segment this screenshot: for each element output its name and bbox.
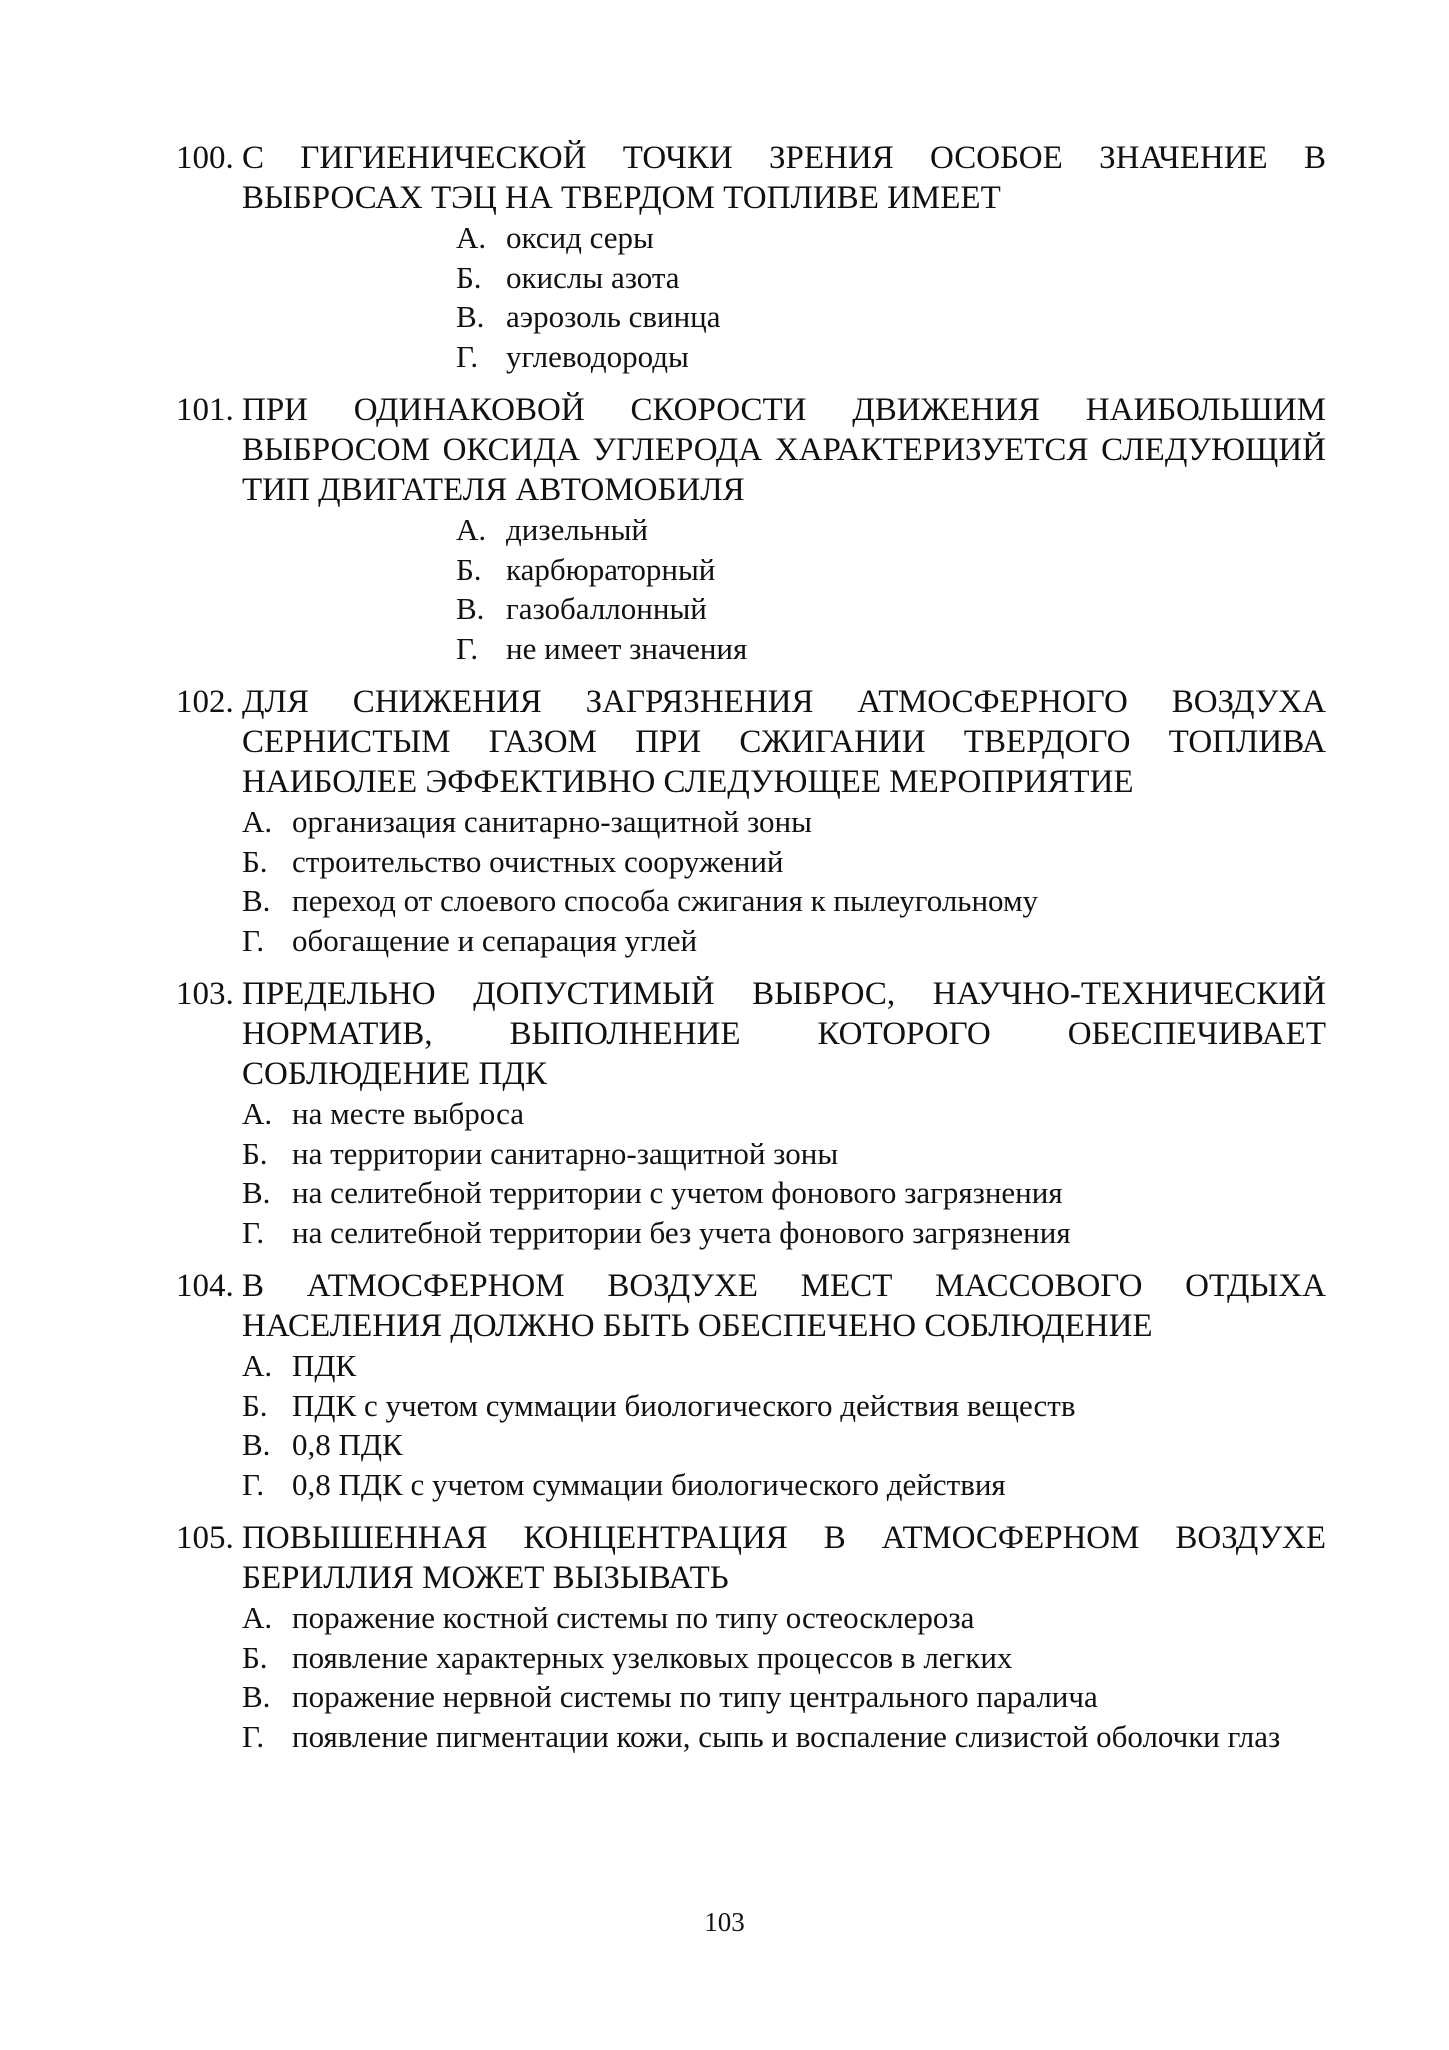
answer-letter: В. — [242, 1679, 271, 1714]
answer-text: 0,8 ПДК с учетом суммации биологического действия — [292, 1466, 1006, 1502]
question-number: 103. — [176, 976, 234, 1012]
answer-option — [242, 1094, 1326, 1134]
answer-option — [242, 1677, 1326, 1717]
answer-letter: Б. — [456, 259, 482, 295]
answer-option — [242, 1598, 1326, 1638]
answer-text: переход от слоевого способа сжигания к пылеугольному — [292, 883, 1039, 918]
page-number: 103 — [704, 1907, 745, 1937]
answer-letter: В. — [242, 1175, 271, 1210]
answer-text: аэрозоль свинца — [506, 299, 721, 334]
answer-letter: Г. — [242, 922, 265, 958]
answer-text: газобаллонный — [506, 591, 707, 626]
answer-list — [456, 218, 1326, 376]
answer-option — [242, 1425, 1326, 1465]
answer-letter: Г. — [456, 338, 479, 374]
answer-option — [242, 881, 1326, 921]
answer-text: дизельный — [506, 512, 648, 547]
answer-option — [456, 510, 1326, 550]
question-number: 104. — [176, 1268, 234, 1304]
answer-option — [242, 1213, 1326, 1253]
answer-text: обогащение и сепарация углей — [292, 922, 698, 958]
answer-letter: В. — [456, 591, 485, 626]
question-text: ПРЕДЕЛЬНО ДОПУСТИМЫЙ ВЫБРОС, НАУЧНО-ТЕХНИЧЕСКИЙ НОРМАТИВ, ВЫПОЛНЕНИЕ КОТОРОГО ОБЕСПЕЧИВАЕТ СОБЛЮДЕНИЕ ПДК — [242, 976, 1326, 1092]
answer-letter: А. — [242, 1096, 273, 1131]
answer-text: поражение костной системы по типу остеосклероза — [292, 1600, 975, 1635]
question-101 — [176, 390, 1326, 668]
answer-text: организация санитарно-защитной зоны — [292, 804, 812, 839]
question-number: 100. — [176, 140, 234, 176]
answer-text: ПДК с учетом суммации биологического действия веществ — [292, 1387, 1076, 1423]
answer-letter: А. — [456, 512, 487, 547]
answer-text: появление характерных узелковых процессов в легких — [292, 1639, 1013, 1675]
question-text: ПРИ ОДИНАКОВОЙ СКОРОСТИ ДВИЖЕНИЯ НАИБОЛЬШИМ ВЫБРОСОМ ОКСИДА УГЛЕРОДА ХАРАКТЕРИЗУЕТСЯ СЛЕДУЮЩИЙ ТИП ДВИГАТЕЛЯ АВТОМОБИЛЯ — [242, 392, 1326, 508]
answer-letter: Г. — [456, 630, 479, 666]
answer-option — [456, 550, 1326, 590]
answer-letter: Б. — [456, 551, 482, 587]
answer-text: ПДК — [292, 1348, 357, 1383]
answer-option — [242, 842, 1326, 882]
answer-text: углеводороды — [506, 338, 689, 374]
answer-letter: В. — [242, 1427, 271, 1462]
answer-option — [242, 1134, 1326, 1174]
question-text: В АТМОСФЕРНОМ ВОЗДУХЕ МЕСТ МАССОВОГО ОТДЫХА НАСЕЛЕНИЯ ДОЛЖНО БЫТЬ ОБЕСПЕЧЕНО СОБЛЮДЕНИЕ — [242, 1268, 1326, 1344]
question-103 — [176, 974, 1326, 1252]
question-number: 102. — [176, 684, 234, 720]
answer-option — [456, 337, 1326, 377]
answer-text: не имеет значения — [506, 630, 748, 666]
answer-option — [456, 258, 1326, 298]
answer-option — [242, 1173, 1326, 1213]
answer-letter: Г. — [242, 1466, 265, 1502]
answer-letter: В. — [456, 299, 485, 334]
answer-letter: А. — [456, 220, 487, 255]
answer-option — [456, 629, 1326, 669]
question-text: ДЛЯ СНИЖЕНИЯ ЗАГРЯЗНЕНИЯ АТМОСФЕРНОГО ВОЗДУХА СЕРНИСТЫМ ГАЗОМ ПРИ СЖИГАНИИ ТВЕРДОГО ТОПЛИВА НАИБОЛЕЕ ЭФФЕКТИВНО СЛЕДУЮЩЕЕ МЕРОПРИЯТИЕ — [242, 684, 1326, 800]
answer-letter: Б. — [242, 1387, 268, 1423]
answer-letter: Б. — [242, 1639, 268, 1675]
answer-option — [242, 921, 1326, 961]
answer-option — [242, 1717, 1326, 1757]
answer-letter: Б. — [242, 843, 268, 879]
answer-letter: Г. — [242, 1718, 265, 1754]
answer-text: строительство очистных сооружений — [292, 843, 784, 879]
answer-option — [242, 1386, 1326, 1426]
answer-list — [242, 802, 1326, 960]
question-102 — [176, 682, 1326, 960]
answer-option — [456, 297, 1326, 337]
answer-letter: В. — [242, 883, 271, 918]
answer-list — [242, 1094, 1326, 1252]
answer-text: появление пигментации кожи, сыпь и воспаление слизистой оболочки глаз — [292, 1718, 1281, 1754]
answer-text: на территории санитарно-защитной зоны — [292, 1135, 839, 1171]
question-number: 105. — [176, 1520, 234, 1556]
answer-letter: Г. — [242, 1214, 265, 1250]
answer-option — [242, 1346, 1326, 1386]
answer-text: карбюраторный — [506, 551, 716, 587]
answer-list — [242, 1346, 1326, 1504]
question-text: ПОВЫШЕННАЯ КОНЦЕНТРАЦИЯ В АТМОСФЕРНОМ ВОЗДУХЕ БЕРИЛЛИЯ МОЖЕТ ВЫЗЫВАТЬ — [242, 1520, 1326, 1596]
answer-letter: А. — [242, 804, 273, 839]
question-text: С ГИГИЕНИЧЕСКОЙ ТОЧКИ ЗРЕНИЯ ОСОБОЕ ЗНАЧЕНИЕ В ВЫБРОСАХ ТЭЦ НА ТВЕРДОМ ТОПЛИВЕ ИМЕЕТ — [242, 140, 1326, 216]
answer-option — [456, 218, 1326, 258]
answer-text: на селитебной территории с учетом фонового загрязнения — [292, 1175, 1063, 1210]
answer-text: оксид серы — [506, 220, 654, 255]
questions-list — [176, 138, 1326, 1756]
question-number: 101. — [176, 392, 234, 428]
answer-text: окислы азота — [506, 259, 680, 295]
answer-letter: Б. — [242, 1135, 268, 1171]
question-100 — [176, 138, 1326, 376]
answer-letter: А. — [242, 1348, 273, 1383]
answer-option — [242, 1638, 1326, 1678]
answer-list — [456, 510, 1326, 668]
answer-text: на месте выброса — [292, 1096, 524, 1131]
question-104 — [176, 1266, 1326, 1504]
answer-option — [242, 1465, 1326, 1505]
answer-text: 0,8 ПДК — [292, 1427, 403, 1462]
answer-list — [242, 1598, 1326, 1756]
question-105 — [176, 1518, 1326, 1756]
answer-text: поражение нервной системы по типу центрального паралича — [292, 1679, 1098, 1714]
answer-text: на селитебной территории без учета фонового загрязнения — [292, 1214, 1071, 1250]
answer-option — [456, 589, 1326, 629]
answer-letter: А. — [242, 1600, 273, 1635]
answer-option — [242, 802, 1326, 842]
